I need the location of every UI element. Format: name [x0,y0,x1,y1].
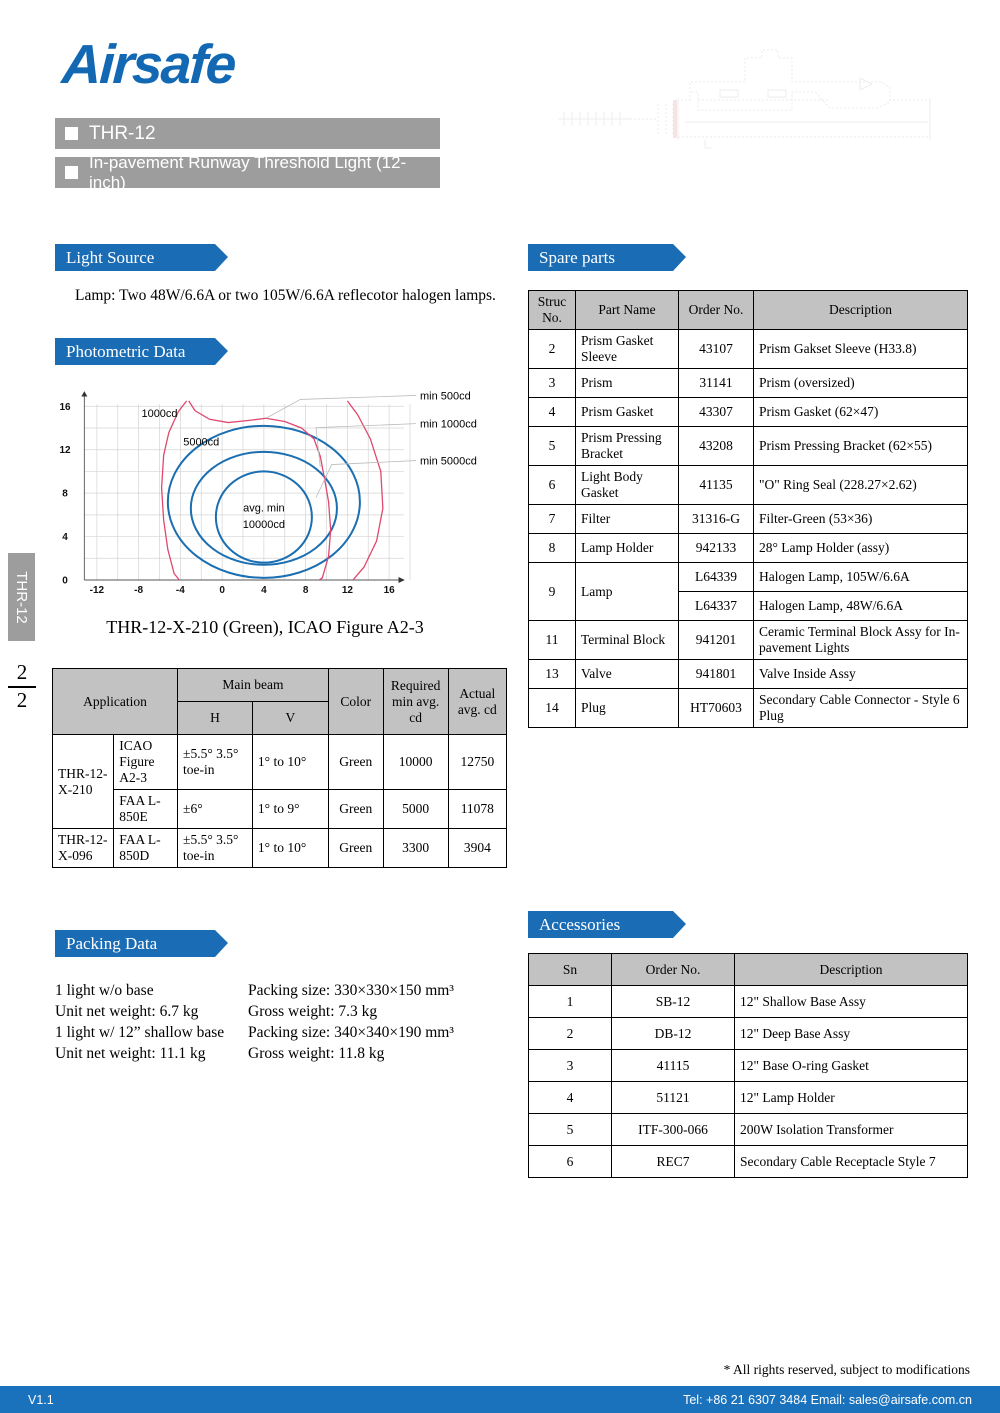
square-bullet-icon [65,127,78,140]
disclaimer-text: * All rights reserved, subject to modifications [723,1362,970,1377]
list-item [55,1001,454,1022]
section-title: Spare parts [539,247,616,267]
th-struc-no: Struc No. [529,291,576,330]
footer-version: V1.1 [28,1392,54,1407]
cell-part-name: Prism Gasket Sleeve [576,330,679,369]
cell-description: Prism Pressing Bracket (62×55) [754,427,968,466]
svg-text:1000cd: 1000cd [141,408,178,421]
cell-description: 200W Isolation Transformer [735,1114,968,1146]
cell-struc-no: 3 [529,369,576,398]
cell-description: Secondary Cable Receptacle Style 7 [735,1146,968,1178]
cell-h: ±5.5° 3.5° toe-in [178,829,253,868]
section-header-photometric-data [55,338,215,365]
spare-parts-table [528,290,968,728]
cell-part-name: Lamp Holder [576,534,679,563]
cell-description: 12" Shallow Base Assy [735,986,968,1018]
cell-description: Ceramic Terminal Block Assy for In-pavement Lights [754,621,968,660]
table-row [529,398,968,427]
cell-color: Green [328,790,383,829]
svg-text:-4: -4 [175,585,185,596]
cell-order-no: 941201 [679,621,754,660]
cell-struc-no: 2 [529,330,576,369]
svg-text:16: 16 [383,585,395,596]
table-row [529,1082,968,1114]
svg-text:0: 0 [219,585,225,596]
cell-order-no: ITF-300-066 [612,1114,735,1146]
cell-part-name: Plug [576,689,679,728]
table-row [529,466,968,505]
svg-text:min 500cd: min 500cd [420,390,471,403]
cell-struc-no: 6 [529,466,576,505]
th-h: H [178,702,253,735]
section-header-packing-data [55,930,215,957]
cell-struc-no: 14 [529,689,576,728]
cell-standard: FAA L-850E [114,790,178,829]
packing-label: Unit net weight: 6.7 kg [55,1003,199,1020]
svg-text:12: 12 [59,445,71,457]
cell-order-no: 43208 [679,427,754,466]
cell-struc-no: 9 [529,563,576,621]
table-row [529,330,968,369]
cell-struc-no: 11 [529,621,576,660]
cell-order-no: HT70603 [679,689,754,728]
svg-text:5000cd: 5000cd [183,436,220,449]
packing-value: Gross weight: 11.8 kg [248,1045,385,1062]
svg-text:-12: -12 [89,585,105,596]
cell-actual: 3904 [448,829,506,868]
table-row [53,790,507,829]
cell-description: 12" Base O-ring Gasket [735,1050,968,1082]
svg-text:12: 12 [341,585,353,596]
cell-sn: 3 [529,1050,612,1082]
cell-description: Halogen Lamp, 48W/6.6A [754,592,968,621]
packing-value: Packing size: 340×340×190 mm³ [248,1024,454,1041]
table-row [529,505,968,534]
cell-order-no: L64339 [679,563,754,592]
accessories-table [528,953,968,1178]
cell-required: 10000 [383,735,448,790]
table-row [529,1018,968,1050]
cell-part-name: Terminal Block [576,621,679,660]
th-required: Required min avg. cd [383,669,448,735]
svg-text:-8: -8 [134,585,144,596]
page-total: 2 [16,688,28,712]
isocandela-chart [50,372,510,612]
cell-description: 12" Lamp Holder [735,1082,968,1114]
cell-struc-no: 5 [529,427,576,466]
cell-color: Green [328,829,383,868]
cell-struc-no: 7 [529,505,576,534]
svg-text:avg. min: avg. min [243,502,285,515]
cell-order-no: 43107 [679,330,754,369]
cell-order-no: 31141 [679,369,754,398]
cell-part-name: Prism [576,369,679,398]
page-current: 2 [8,660,36,688]
th-description: Description [735,954,968,986]
svg-text:8: 8 [302,585,309,596]
cell-order-no: SB-12 [612,986,735,1018]
cell-description: Prism Gasket (62×47) [754,398,968,427]
main-beam-table [52,668,507,868]
svg-text:8: 8 [62,488,68,500]
page-indicator [8,660,36,713]
cell-part-name: Light Body Gasket [576,466,679,505]
packing-value: Packing size: 330×330×150 mm³ [248,982,454,999]
list-item [55,980,454,1001]
table-row [529,1050,968,1082]
th-application: Application [53,669,178,735]
svg-text:4: 4 [62,532,68,544]
cell-part-name: Filter [576,505,679,534]
cell-required: 3300 [383,829,448,868]
section-title: Packing Data [66,933,158,953]
cell-h: ±6° [178,790,253,829]
th-order-no: Order No. [679,291,754,330]
table-row [529,369,968,398]
cell-description: "O" Ring Seal (228.27×2.62) [754,466,968,505]
cell-standard: ICAO Figure A2-3 [114,735,178,790]
th-part-name: Part Name [576,291,679,330]
cell-order-no: 942133 [679,534,754,563]
list-item [55,1022,454,1043]
company-logo: Airsafe [60,33,237,95]
th-actual: Actual avg. cd [448,669,506,735]
table-row [529,689,968,728]
square-bullet-icon [65,166,78,179]
table-row [529,1146,968,1178]
cell-actual: 11078 [448,790,506,829]
cell-application: THR-12-X-210 [53,735,114,829]
cell-description: Valve Inside Assy [754,660,968,689]
cell-part-name: Prism Pressing Bracket [576,427,679,466]
cell-order-no: 51121 [612,1082,735,1114]
th-order-no: Order No. [612,954,735,986]
table-row [529,986,968,1018]
cell-order-no: 941801 [679,660,754,689]
cell-order-no: L64337 [679,592,754,621]
table-row [529,621,968,660]
table-row [529,660,968,689]
svg-text:16: 16 [59,401,71,413]
chart-caption: THR-12-X-210 (Green), ICAO Figure A2-3 [106,617,424,637]
table-row [529,534,968,563]
product-description-bar [55,152,440,192]
cell-order-no: 43307 [679,398,754,427]
th-description: Description [754,291,968,330]
cell-struc-no: 13 [529,660,576,689]
table-row [53,829,507,868]
svg-text:min 5000cd: min 5000cd [420,455,477,468]
cell-sn: 2 [529,1018,612,1050]
cell-v: 1° to 10° [252,829,328,868]
model-title: THR-12 [89,122,156,144]
th-color: Color [328,669,383,735]
svg-text:4: 4 [261,585,267,596]
cell-description: Secondary Cable Connector - Style 6 Plug [754,689,968,728]
cell-v: 1° to 10° [252,735,328,790]
table-row [529,563,968,592]
svg-text:10000cd: 10000cd [242,518,285,531]
section-title: Photometric Data [66,341,186,361]
th-v: V [252,702,328,735]
cell-part-name: Valve [576,660,679,689]
th-sn: Sn [529,954,612,986]
light-source-text: Lamp: Two 48W/6.6A or two 105W/6.6A reflecotor halogen lamps. [75,287,496,304]
table-row [53,735,507,790]
cell-struc-no: 8 [529,534,576,563]
packing-data-list [55,980,454,1064]
cell-h: ±5.5° 3.5° toe-in [178,735,253,790]
section-header-spare-parts [528,244,673,271]
cell-v: 1° to 9° [252,790,328,829]
page-footer [0,1386,1000,1413]
cell-order-no: 41135 [679,466,754,505]
cell-sn: 6 [529,1146,612,1178]
cell-description: Filter-Green (53×36) [754,505,968,534]
packing-label: 1 light w/ 12” shallow base [55,1024,225,1041]
section-header-accessories [528,911,673,938]
product-description: In-pavement Runway Threshold Light (12-inch) [89,152,407,192]
cell-description: 28° Lamp Holder (assy) [754,534,968,563]
cell-description: Prism (oversized) [754,369,968,398]
side-tab-model [8,553,35,641]
cell-sn: 4 [529,1082,612,1114]
cell-description: Prism Gakset Sleeve (H33.8) [754,330,968,369]
side-tab-label: THR-12 [13,570,31,624]
cell-description: 12" Deep Base Assy [735,1018,968,1050]
cell-part-name: Prism Gasket [576,398,679,427]
cell-color: Green [328,735,383,790]
cell-order-no: REC7 [612,1146,735,1178]
footer-contact: Tel: +86 21 6307 3484 Email: sales@airsafe.com.cn [683,1392,972,1407]
table-row [529,427,968,466]
svg-text:0: 0 [62,575,68,587]
cell-required: 5000 [383,790,448,829]
cell-order-no: DB-12 [612,1018,735,1050]
cell-order-no: 31316-G [679,505,754,534]
cell-order-no: 41115 [612,1050,735,1082]
runway-layout-watermark [530,22,980,172]
cell-application: THR-12-X-096 [53,829,114,868]
section-title: Light Source [66,247,155,267]
section-header-light-source [55,244,215,271]
packing-label: Unit net weight: 11.1 kg [55,1045,206,1062]
packing-label: 1 light w/o base [55,982,154,999]
cell-description: Halogen Lamp, 105W/6.6A [754,563,968,592]
table-row [529,1114,968,1146]
th-main-beam: Main beam [178,669,329,702]
cell-struc-no: 4 [529,398,576,427]
model-title-bar [55,118,440,149]
section-title: Accessories [539,914,621,934]
cell-sn: 5 [529,1114,612,1146]
cell-part-name: Lamp [576,563,679,621]
list-item [55,1043,454,1064]
cell-actual: 12750 [448,735,506,790]
svg-text:min 1000cd: min 1000cd [420,418,477,431]
packing-value: Gross weight: 7.3 kg [248,1003,378,1020]
cell-standard: FAA L-850D [114,829,178,868]
cell-sn: 1 [529,986,612,1018]
